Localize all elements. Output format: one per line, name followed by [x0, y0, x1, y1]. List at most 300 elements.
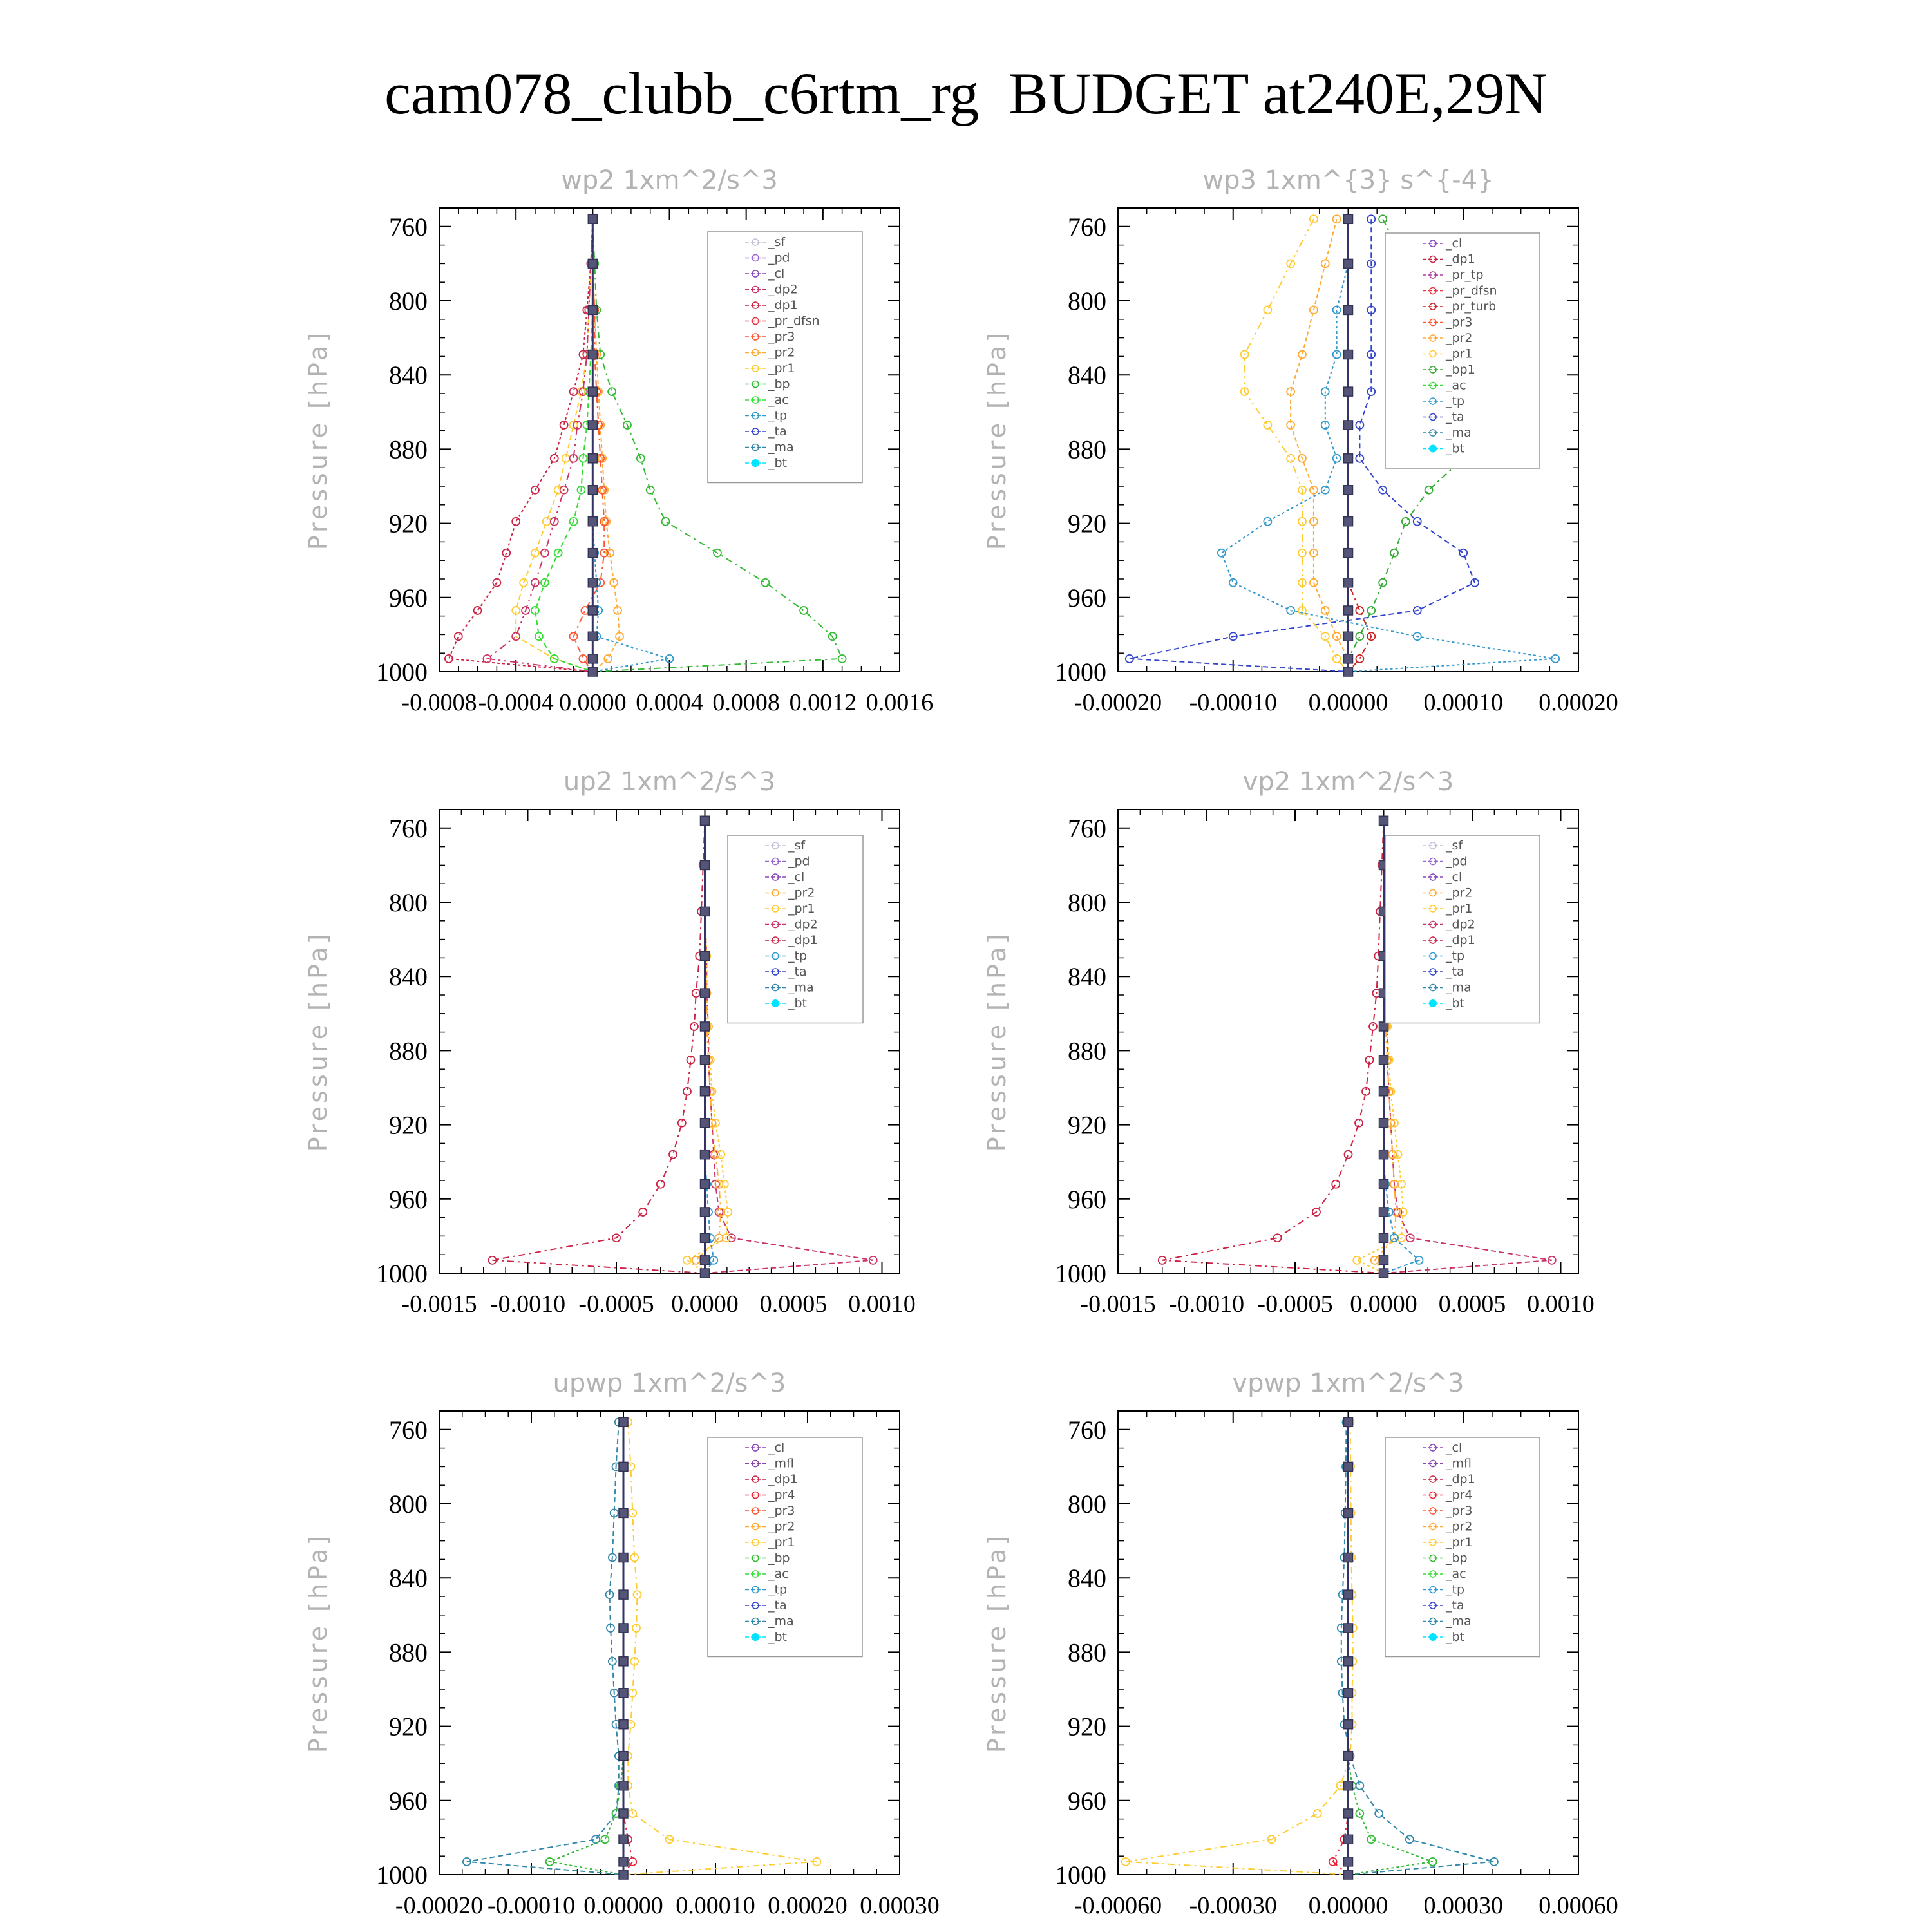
- data-point-bt-1-7: [1344, 486, 1353, 495]
- data-point-pr1-3-13: [1353, 1256, 1361, 1264]
- data-point-pr1-1-0: [1310, 215, 1318, 223]
- x-tick-label-3-0: -0.0015: [1080, 1291, 1156, 1318]
- legend-label-2-4: _pr1: [788, 902, 815, 916]
- x-tick-label-3-4: 0.0005: [1438, 1291, 1506, 1318]
- data-point-bt-2-9: [701, 1150, 710, 1159]
- legend-label-0-3: _dp2: [768, 282, 798, 297]
- data-point-dp1-2-5: [690, 1023, 698, 1030]
- x-tick-label-1-4: 0.00020: [1539, 689, 1618, 716]
- legend-label-5-12: _bt: [1446, 1630, 1465, 1644]
- legend-label-0-2: _cl: [768, 267, 785, 281]
- data-point-bt-4-7: [619, 1689, 628, 1698]
- data-point-bt-5-14: [1344, 1870, 1353, 1879]
- data-point-pr1-0-9: [531, 549, 539, 557]
- legend-label-4-6: _pr1: [768, 1535, 795, 1549]
- legend-label-4-12: _bt: [768, 1630, 788, 1644]
- data-point-bp-4-12: [601, 1835, 609, 1843]
- data-point-dp1-0-11: [474, 607, 482, 614]
- panel-title-1: wp3 1xm^{3} s^{-4}: [1202, 166, 1494, 195]
- data-point-bt-0-7: [588, 486, 597, 495]
- x-tick-label-3-1: -0.0010: [1168, 1291, 1245, 1318]
- y-tick-label-4-0: 760: [389, 1415, 428, 1444]
- data-point-bt-1-12: [1344, 632, 1353, 641]
- y-tick-label-5-4: 920: [1068, 1712, 1106, 1741]
- y-tick-label-0-1: 800: [389, 287, 428, 316]
- data-point-bp1-1-8: [1402, 518, 1410, 526]
- data-point-ta-1-9: [1459, 549, 1467, 557]
- legend-label-3-6: _dp1: [1446, 933, 1475, 947]
- data-point-bt-4-9: [619, 1752, 628, 1761]
- series-line-pr1-0: [516, 219, 592, 672]
- series-line-bp-4: [550, 1422, 623, 1875]
- data-point-bp-0-7: [647, 486, 654, 494]
- data-point-bt-3-11: [1379, 1208, 1388, 1217]
- y-tick-label-1-0: 760: [1068, 212, 1106, 242]
- x-tick-label-5-4: 0.00060: [1539, 1892, 1618, 1919]
- data-point-bt-5-8: [1344, 1720, 1353, 1729]
- series-line-tp-2: [705, 820, 714, 1273]
- y-tick-label-2-5: 960: [389, 1184, 428, 1214]
- data-point-bt-0-8: [588, 517, 597, 526]
- data-point-bp-0-11: [800, 607, 808, 614]
- data-point-pr1-0-8: [543, 518, 551, 526]
- y-tick-label-3-5: 960: [1068, 1184, 1106, 1214]
- y-tick-label-4-3: 880: [389, 1638, 428, 1667]
- data-point-dp2-0-10: [531, 579, 539, 587]
- legend-label-4-8: _ac: [768, 1567, 789, 1581]
- legend-marker-0-14: [752, 459, 759, 467]
- data-point-bt-1-8: [1344, 517, 1353, 526]
- data-point-bt-2-11: [701, 1208, 710, 1217]
- data-point-bp-0-4: [608, 388, 616, 395]
- data-point-bt-4-1: [619, 1462, 628, 1471]
- data-point-bt-2-6: [701, 1056, 710, 1065]
- data-point-bt-1-13: [1344, 654, 1353, 663]
- data-point-bt-2-1: [701, 860, 710, 869]
- data-point-bt-4-5: [619, 1624, 628, 1633]
- data-point-bt-5-0: [1344, 1417, 1353, 1426]
- x-tick-label-0-3: 0.0004: [636, 689, 703, 716]
- data-point-bt-1-4: [1344, 387, 1353, 396]
- data-point-bt-3-14: [1379, 1269, 1388, 1278]
- y-tick-label-2-2: 840: [389, 962, 428, 992]
- legend-label-1-12: _ma: [1446, 426, 1472, 440]
- data-point-dp1-3-9: [1345, 1151, 1352, 1159]
- series-line-pr1-1: [1245, 219, 1349, 672]
- data-point-bt-5-3: [1344, 1553, 1353, 1562]
- x-tick-label-2-4: 0.0005: [759, 1291, 828, 1318]
- legend-label-3-5: _dp2: [1446, 917, 1475, 932]
- legend-label-0-1: _pd: [768, 251, 790, 265]
- legend-label-1-6: _pr2: [1446, 331, 1473, 345]
- data-point-bt-1-6: [1344, 454, 1353, 463]
- data-point-pr1-4-5: [632, 1624, 640, 1632]
- data-point-bt-5-13: [1344, 1857, 1353, 1866]
- legend-label-5-3: _pr4: [1446, 1488, 1473, 1502]
- data-point-bt-4-12: [619, 1835, 628, 1844]
- legend-label-0-12: _ta: [768, 424, 787, 439]
- y-axis-label-4: Pressure [hPa]: [304, 1532, 332, 1754]
- x-tick-label-0-4: 0.0008: [712, 689, 780, 716]
- legend-label-2-10: _bt: [788, 996, 808, 1010]
- data-point-bt-5-9: [1344, 1752, 1353, 1761]
- legend-label-3-1: _pd: [1446, 854, 1468, 869]
- y-tick-label-0-2: 840: [389, 361, 428, 390]
- legend-label-0-13: _ma: [768, 440, 794, 455]
- data-point-bt-0-11: [588, 606, 597, 615]
- data-point-pr4-4-13: [629, 1858, 636, 1866]
- legend-label-2-8: _ta: [788, 965, 807, 979]
- legend-label-2-1: _pd: [788, 854, 810, 869]
- data-point-ac-0-12: [535, 632, 543, 640]
- data-point-dp1-2-9: [669, 1151, 677, 1159]
- data-point-dp1-3-10: [1332, 1180, 1340, 1188]
- y-axis-label-5: Pressure [hPa]: [983, 1532, 1011, 1754]
- data-point-bt-4-6: [619, 1657, 628, 1666]
- x-tick-label-2-5: 0.0010: [848, 1291, 916, 1318]
- legend-label-2-2: _cl: [788, 870, 805, 884]
- data-point-tp-1-9: [1218, 549, 1226, 557]
- data-point-bt-1-14: [1344, 667, 1353, 676]
- data-point-bt-5-5: [1344, 1624, 1353, 1633]
- x-tick-label-2-2: -0.0005: [578, 1291, 654, 1318]
- y-tick-label-5-5: 960: [1068, 1786, 1106, 1815]
- legend-label-5-10: _ta: [1446, 1598, 1464, 1613]
- y-tick-label-5-3: 880: [1068, 1638, 1106, 1667]
- data-point-bt-3-0: [1379, 816, 1388, 825]
- data-point-bt-5-12: [1344, 1835, 1353, 1844]
- data-point-bt-2-12: [701, 1233, 710, 1242]
- data-point-bt-0-9: [588, 549, 597, 558]
- legend-label-1-3: _pr_dfsn: [1446, 283, 1497, 298]
- legend-label-2-0: _sf: [788, 838, 806, 853]
- x-tick-label-3-3: 0.0000: [1350, 1291, 1417, 1318]
- legend-label-5-11: _ma: [1446, 1614, 1472, 1629]
- data-point-bp1-1-10: [1379, 579, 1387, 587]
- legend-marker-2-10: [772, 999, 779, 1007]
- series-line-dp1-2: [493, 820, 705, 1273]
- x-tick-label-4-4: 0.00020: [768, 1892, 848, 1919]
- y-tick-label-4-5: 960: [389, 1786, 428, 1815]
- legend-label-1-13: _bt: [1446, 441, 1465, 456]
- y-tick-label-5-0: 760: [1068, 1415, 1106, 1444]
- x-tick-label-0-6: 0.0016: [866, 689, 934, 716]
- data-point-pr3-0-13: [579, 655, 587, 663]
- data-point-bt-4-13: [619, 1857, 628, 1866]
- legend-label-4-11: _ma: [768, 1614, 794, 1629]
- data-point-dp1-0-5: [560, 421, 568, 429]
- legend-marker-4-12: [752, 1633, 759, 1641]
- legend-label-4-4: _pr3: [768, 1504, 795, 1518]
- series-line-dp1-3: [1162, 820, 1384, 1273]
- data-point-pr2-2-13: [692, 1256, 700, 1264]
- data-point-prturb-1-11: [1356, 607, 1363, 614]
- series-line-ac-0: [535, 219, 592, 672]
- data-point-bt-2-3: [701, 952, 710, 961]
- data-point-pr1-1-13: [1333, 655, 1341, 663]
- y-tick-label-2-0: 760: [389, 813, 428, 843]
- data-point-tp-1-8: [1264, 518, 1271, 526]
- data-point-bt-3-10: [1379, 1180, 1388, 1189]
- legend-label-4-7: _bp: [768, 1551, 790, 1566]
- y-tick-label-2-4: 920: [389, 1110, 428, 1140]
- legend-marker-1-13: [1429, 445, 1437, 453]
- legend-label-2-3: _pr2: [788, 886, 815, 900]
- data-point-bt-3-13: [1379, 1256, 1388, 1265]
- data-point-bt-2-5: [701, 1022, 710, 1031]
- series-line-dp2-0: [488, 219, 593, 672]
- data-point-pr2-0-13: [604, 655, 612, 663]
- legend-label-3-7: _tp: [1446, 949, 1465, 963]
- y-tick-label-3-4: 920: [1068, 1110, 1106, 1140]
- series-line-pr1-5: [1126, 1422, 1353, 1875]
- data-point-dp1-0-8: [512, 518, 520, 526]
- y-tick-label-3-0: 760: [1068, 813, 1106, 843]
- legend-label-5-6: _pr1: [1446, 1535, 1473, 1549]
- data-point-bt-0-5: [588, 421, 597, 430]
- x-tick-label-5-1: -0.00030: [1189, 1892, 1277, 1919]
- data-point-bt-2-0: [701, 816, 710, 825]
- y-tick-label-2-1: 800: [389, 888, 428, 917]
- y-tick-label-2-3: 880: [389, 1036, 428, 1066]
- legend-label-3-4: _pr1: [1446, 902, 1473, 916]
- y-tick-label-0-4: 920: [389, 509, 428, 538]
- panel-title-5: vpwp 1xm^2/s^3: [1232, 1368, 1464, 1398]
- data-point-bt-4-4: [619, 1590, 628, 1599]
- data-point-bt-0-14: [588, 667, 597, 676]
- data-point-dp1-0-9: [502, 549, 510, 557]
- legend-label-3-3: _pr2: [1446, 886, 1473, 900]
- data-point-bp1-1-11: [1367, 607, 1375, 614]
- legend-label-0-6: _pr3: [768, 330, 795, 344]
- data-point-pr1-5-11: [1314, 1810, 1321, 1817]
- legend-label-1-8: _bp1: [1446, 363, 1475, 377]
- y-tick-label-0-0: 760: [389, 212, 428, 242]
- data-point-bt-0-3: [588, 350, 597, 359]
- x-tick-label-1-1: -0.00010: [1189, 689, 1277, 716]
- x-tick-label-0-1: -0.0004: [478, 689, 554, 716]
- legend-label-0-11: _tp: [768, 408, 788, 423]
- data-point-dp2-0-9: [541, 549, 549, 557]
- series-line-tp-0: [592, 219, 669, 672]
- legend-label-3-2: _cl: [1446, 870, 1463, 884]
- data-point-bt-1-11: [1344, 606, 1353, 615]
- data-point-bt-2-13: [701, 1256, 710, 1265]
- data-point-bt-3-12: [1379, 1233, 1388, 1242]
- data-point-bt-0-1: [588, 259, 597, 268]
- y-tick-label-4-1: 800: [389, 1490, 428, 1519]
- legend-label-0-4: _dp1: [768, 298, 798, 312]
- y-tick-label-0-6: 1000: [376, 658, 428, 687]
- x-tick-label-5-3: 0.00030: [1423, 1892, 1503, 1919]
- data-point-bt-5-7: [1344, 1689, 1353, 1698]
- y-tick-label-3-3: 880: [1068, 1036, 1106, 1066]
- legend-label-5-8: _ac: [1446, 1567, 1466, 1581]
- y-tick-label-0-3: 880: [389, 435, 428, 464]
- x-tick-label-3-2: -0.0005: [1257, 1291, 1333, 1318]
- legend-label-0-7: _pr2: [768, 345, 795, 360]
- legend-label-1-5: _pr3: [1446, 315, 1473, 330]
- data-point-pr2-1-3: [1298, 351, 1306, 359]
- data-point-pr1-1-2: [1264, 306, 1271, 314]
- data-point-dp1-0-4: [570, 388, 578, 395]
- panel-title-0: wp2 1xm^2/s^3: [561, 166, 778, 195]
- data-point-bt-0-6: [588, 454, 597, 463]
- y-tick-label-5-6: 1000: [1055, 1861, 1106, 1889]
- data-point-bp-0-8: [662, 518, 670, 526]
- series-line-dp1-0: [449, 219, 592, 672]
- data-point-dp1-2-11: [639, 1208, 647, 1216]
- x-tick-label-0-5: 0.0012: [789, 689, 857, 716]
- y-tick-label-1-6: 1000: [1055, 658, 1106, 687]
- data-point-bt-5-1: [1344, 1462, 1353, 1471]
- panel-title-4: upwp 1xm^2/s^3: [553, 1368, 786, 1398]
- x-tick-label-4-1: -0.00010: [487, 1892, 576, 1919]
- legend-label-0-10: _ac: [768, 393, 789, 407]
- y-axis-label-3: Pressure [hPa]: [983, 931, 1011, 1152]
- data-point-bt-0-10: [588, 578, 597, 587]
- data-point-bt-1-1: [1344, 259, 1353, 268]
- data-point-bt-1-9: [1344, 549, 1353, 558]
- data-point-pr1-1-5: [1264, 421, 1271, 429]
- y-tick-label-4-2: 840: [389, 1564, 428, 1593]
- series-line-ma-4: [467, 1422, 623, 1875]
- panel-title-3: vp2 1xm^2/s^3: [1242, 767, 1454, 797]
- x-tick-label-2-1: -0.0010: [489, 1291, 566, 1318]
- legend-label-0-8: _pr1: [768, 361, 795, 375]
- legend-label-1-9: _ac: [1446, 378, 1466, 393]
- legend-label-5-1: _mfl: [1446, 1456, 1472, 1471]
- data-point-bt-4-0: [619, 1417, 628, 1426]
- data-point-pr2-1-0: [1333, 215, 1341, 223]
- data-point-tp-1-7: [1321, 486, 1329, 494]
- data-point-bt-1-3: [1344, 350, 1353, 359]
- data-point-bp-5-12: [1367, 1835, 1375, 1843]
- data-point-bt-4-2: [619, 1508, 628, 1517]
- y-axis-label-2: Pressure [hPa]: [304, 931, 332, 1152]
- legend-label-5-9: _tp: [1446, 1582, 1465, 1597]
- data-point-bt-2-10: [701, 1180, 710, 1189]
- data-point-bp1-1-0: [1379, 215, 1387, 223]
- y-tick-label-1-4: 920: [1068, 509, 1106, 538]
- data-point-bt-1-0: [1344, 214, 1353, 223]
- y-tick-label-3-1: 800: [1068, 888, 1106, 917]
- data-point-bt-1-2: [1344, 305, 1353, 314]
- legend-label-4-1: _mfl: [768, 1456, 794, 1471]
- legend-label-1-2: _pr_tp: [1446, 268, 1484, 282]
- legend-label-0-5: _pr_dfsn: [768, 314, 820, 328]
- data-point-bt-2-14: [701, 1269, 710, 1278]
- legend-label-5-4: _pr3: [1446, 1504, 1473, 1518]
- data-point-bt-4-3: [619, 1553, 628, 1562]
- x-tick-label-2-3: 0.0000: [671, 1291, 739, 1318]
- legend-label-1-10: _tp: [1446, 394, 1465, 408]
- legend-label-1-7: _pr1: [1446, 346, 1473, 361]
- data-point-bt-5-2: [1344, 1508, 1353, 1517]
- data-point-bt-4-14: [619, 1870, 628, 1879]
- data-point-bt-5-6: [1344, 1657, 1353, 1666]
- legend-label-4-10: _ta: [768, 1598, 787, 1613]
- data-point-bt-1-5: [1344, 421, 1353, 430]
- y-axis-label-0: Pressure [hPa]: [304, 329, 332, 551]
- legend-label-3-8: _ta: [1446, 965, 1464, 979]
- page-title: cam078_clubb_c6rtm_rg BUDGET at240E,29N: [384, 61, 1548, 126]
- legend-label-1-1: _dp1: [1446, 252, 1475, 267]
- legend-label-4-2: _dp1: [768, 1472, 798, 1486]
- data-point-bt-0-12: [588, 632, 597, 641]
- legend-label-3-10: _bt: [1446, 996, 1465, 1010]
- data-point-bt-3-6: [1379, 1056, 1388, 1065]
- y-tick-label-1-2: 840: [1068, 361, 1106, 390]
- y-axis-label-1: Pressure [hPa]: [983, 329, 1011, 551]
- x-tick-label-4-2: 0.00000: [583, 1892, 663, 1919]
- x-tick-label-1-2: 0.00000: [1308, 689, 1388, 716]
- y-tick-label-1-3: 880: [1068, 435, 1106, 464]
- legend-label-1-4: _pr_turb: [1446, 299, 1497, 314]
- legend-label-5-0: _cl: [1446, 1441, 1463, 1455]
- data-point-bt-4-8: [619, 1720, 628, 1729]
- x-tick-label-1-0: -0.00020: [1074, 689, 1162, 716]
- x-tick-label-1-3: 0.00010: [1423, 689, 1503, 716]
- data-point-bt-2-2: [701, 907, 710, 916]
- y-tick-label-4-6: 1000: [376, 1861, 428, 1889]
- legend-label-4-0: _cl: [768, 1441, 785, 1455]
- data-point-bt-0-2: [588, 305, 597, 314]
- legend-label-4-5: _pr2: [768, 1519, 795, 1534]
- data-point-ma-5-11: [1375, 1810, 1383, 1817]
- legend-label-5-2: _dp1: [1446, 1472, 1475, 1486]
- data-point-bp1-1-12: [1356, 632, 1363, 640]
- y-tick-label-1-1: 800: [1068, 287, 1106, 316]
- data-point-dp1-0-12: [455, 632, 462, 640]
- legend-marker-5-12: [1429, 1633, 1437, 1641]
- legend-label-1-11: _ta: [1446, 410, 1464, 424]
- data-point-bt-1-10: [1344, 578, 1353, 587]
- legend-label-0-9: _bp: [768, 377, 790, 392]
- data-point-pr1-2-13: [683, 1256, 691, 1264]
- data-point-bt-0-4: [588, 387, 597, 396]
- x-tick-label-0-2: 0.0000: [559, 689, 627, 716]
- data-point-ma-5-10: [1356, 1782, 1363, 1790]
- data-point-bt-3-8: [1379, 1119, 1388, 1128]
- data-point-bt-5-4: [1344, 1590, 1353, 1599]
- legend-label-0-14: _bt: [768, 456, 788, 470]
- legend-label-2-9: _ma: [788, 980, 814, 995]
- data-point-bt-2-4: [701, 989, 710, 998]
- y-tick-label-4-4: 920: [389, 1712, 428, 1741]
- x-tick-label-2-0: -0.0015: [401, 1291, 477, 1318]
- data-point-bt-0-13: [588, 654, 597, 663]
- x-tick-label-5-2: 0.00000: [1308, 1892, 1388, 1919]
- legend-label-2-5: _dp2: [788, 917, 818, 932]
- data-point-bt-0-0: [588, 214, 597, 223]
- legend-label-5-5: _pr2: [1446, 1519, 1473, 1534]
- y-tick-label-5-1: 800: [1068, 1490, 1106, 1519]
- legend-label-0-0: _sf: [768, 235, 786, 249]
- y-tick-label-1-5: 960: [1068, 583, 1106, 612]
- y-tick-label-5-2: 840: [1068, 1564, 1106, 1593]
- x-tick-label-5-0: -0.00060: [1074, 1892, 1162, 1919]
- data-point-pr1-1-6: [1287, 455, 1294, 462]
- data-point-bt-3-9: [1379, 1150, 1388, 1159]
- data-point-bt-3-7: [1379, 1087, 1388, 1096]
- legend-label-3-9: _ma: [1446, 980, 1472, 995]
- legend-label-2-7: _tp: [788, 949, 808, 963]
- data-point-bp1-1-7: [1425, 486, 1433, 494]
- data-point-prturb-1-13: [1356, 655, 1363, 663]
- data-point-bt-4-10: [619, 1781, 628, 1790]
- y-tick-label-2-6: 1000: [376, 1259, 428, 1288]
